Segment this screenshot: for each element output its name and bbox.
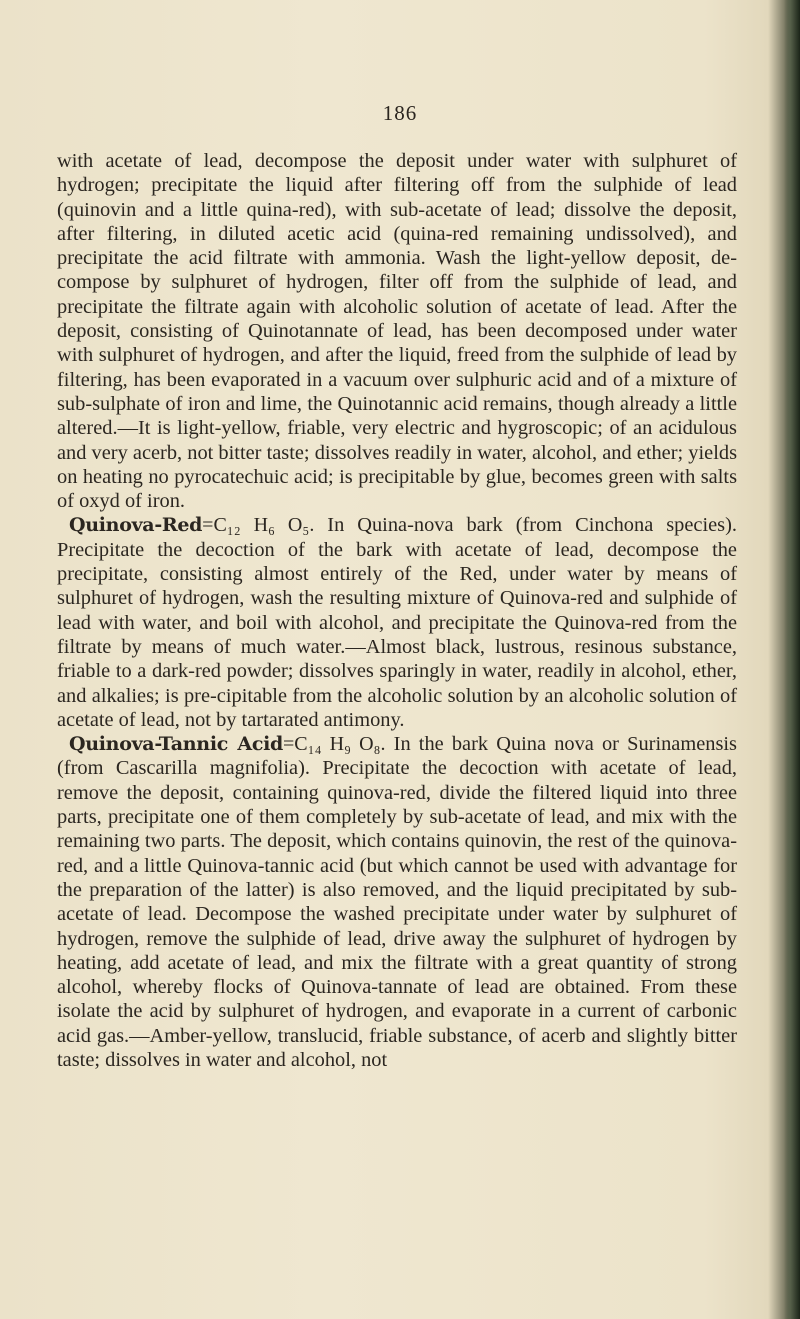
paragraph-text: In the bark Quina nova or Surinamensis (from Cascarilla magnifolia). Precipitate the decoction with acetate of lead, remove the deposit, containing quinova-red, divide the filtered liquid into three parts, precipitate one of them completely by sub-acetate of lead, and mix with the remaining two parts. The deposit, which contains quinovin, the rest of the quinova-red, and a little Quinova-tannic acid (but which cannot be used with advantage for the preparation of the latter) is also removed, and the liquid precipitated by sub-acetate of lead. Decompose the washed precipitate under water by sulphuret of hydrogen, remove the sulphide of lead, drive away the sulphuret of hydrogen by heating, add acetate of lead, and mix the filtrate with a great quantity of strong alcohol, whereby flocks of Quinova-tannate of lead are obtained. From these isolate the acid by sulphuret of hydrogen, and evaporate in a current of carbonic acid gas.—Amber-yellow, translucid, friable substance, of acerb and slightly bitter taste; dissolves in water and alcohol, not (57, 733, 737, 1071)
paragraph-text: with acetate of lead, decompose the deposit under water with sulphuret of hydrogen; precipitate the liquid after filtering off from the sulphide of lead (quinovin and a little quina-red), with sub-acetate of lead; dissolve the deposit, after filtering, in diluted acetic acid (quina-red remaining undissolved), and precipitate the acid filtrate with ammonia. Wash the light-yellow deposit, de-compose by sulphuret of hydrogen, filter off from the sulphide of lead, and precipitate the filtrate again with alcoholic solution of acetate of lead. After the deposit, consisting of Quinotannate of lead, has been decomposed under water with sulphuret of hydrogen, and after the liquid, freed from the sulphide of lead by filtering, has been evaporated in a vacuum over sulphuric acid and of a mixture of sub-sulphate of iron and lime, the Quinotannic acid remains, though already a little altered.—It is light-yellow, friable, very electric and hygroscopic; of an acidulous and very acerb, not bitter taste; dissolves readily in water, alcohol, and ether; yields on heating no pyrocatechuic acid; is precipitable by glue, becomes green with salts of oxyd of iron. (57, 150, 737, 513)
paragraph-text: In Quina-nova bark (from Cinchona species). Precipitate the decoction of the bark with acetate of lead, decompose the precipitate, consisting almost entirely of the Red, under water by means of sulphuret of hydrogen, wash the resulting mixture of Quinova-red and sulphide of lead with water, and boil with alcohol, and precipitate the Quinova-red from the filtrate by means of much water.—Almost black, lustrous, resinous substance, friable to a dark-red powder; dissolves sparingly in water, readily in alcohol, ether, and alkalies; is pre-cipitable from the alcoholic solution by an alcoholic solution of acetate of lead, not by tartarated antimony. (57, 514, 737, 731)
page-number: 186 (382, 101, 418, 125)
entry-heading: Quinova-Tannic Acid (69, 733, 283, 756)
paragraph-quinova-red (57, 513, 737, 732)
entry-heading: Quinova-Red (69, 514, 203, 537)
entry-formula: =C₁₄ H₉ O₈. (283, 733, 386, 756)
entry-formula: =C₁₂ H₆ O₅. (202, 514, 315, 537)
paragraph-continuation (57, 149, 737, 513)
paragraph-quinova-tannic-acid (57, 732, 737, 1072)
body-text (57, 149, 737, 1072)
page-edge-shadow (784, 0, 800, 1319)
